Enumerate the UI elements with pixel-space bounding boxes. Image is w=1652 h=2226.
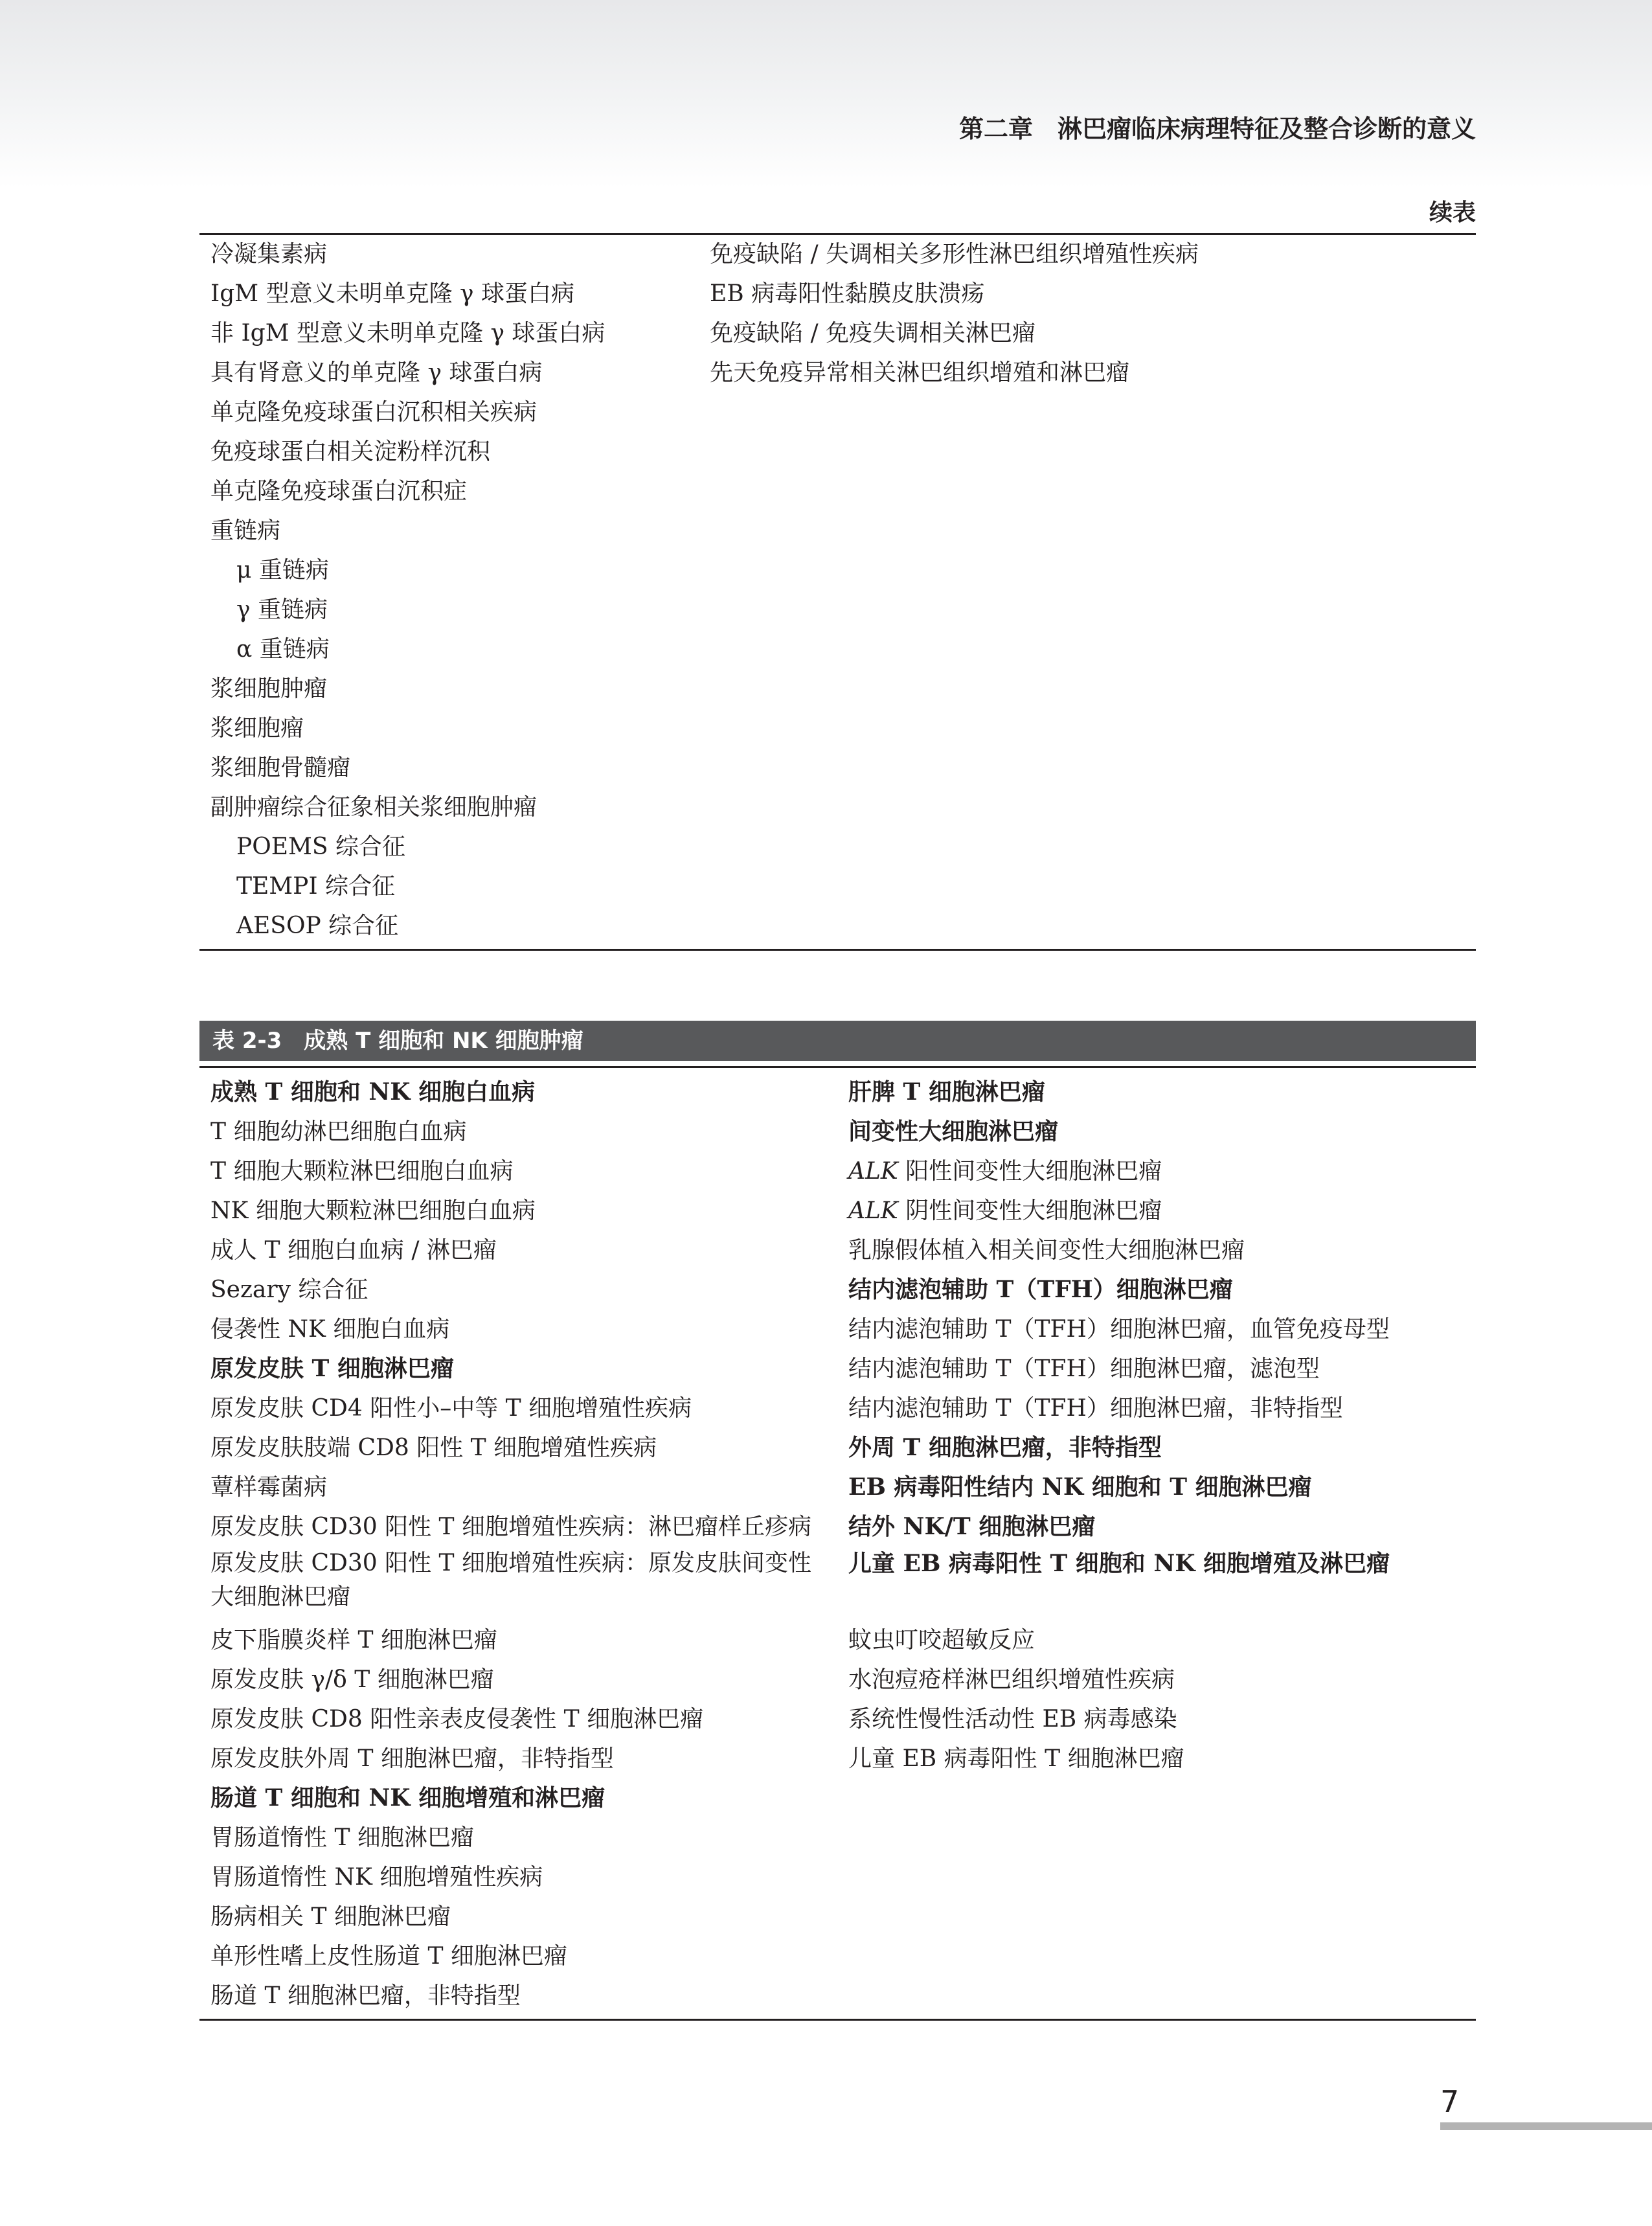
table-row: 儿童 EB 病毒阳性 T 细胞淋巴瘤: [848, 1745, 1184, 1772]
continued-table-row: 重链病: [210, 517, 281, 544]
table-row: 皮下脂膜炎样 T 细胞淋巴瘤: [210, 1627, 497, 1653]
table-row: 原发皮肤 T 细胞淋巴瘤: [210, 1355, 454, 1382]
table-row: 肠病相关 T 细胞淋巴瘤: [210, 1903, 451, 1930]
table-row: 结外 NK/T 细胞淋巴瘤: [848, 1513, 1096, 1540]
table-row: 水泡痘疮样淋巴组织增殖性疾病: [848, 1666, 1175, 1693]
continued-table-row: γ 重链病: [236, 596, 328, 623]
table-row: NK 细胞大颗粒淋巴细胞白血病: [210, 1198, 536, 1224]
table-row: 成人 T 细胞白血病 / 淋巴瘤: [210, 1237, 497, 1264]
table-row: 肠道 T 细胞淋巴瘤，非特指型: [210, 1982, 521, 2009]
table-row: 原发皮肤 CD30 阳性 T 细胞增殖性疾病：淋巴瘤样丘疹病: [210, 1514, 812, 1540]
table-caption: [199, 1021, 1476, 1061]
table-row: 原发皮肤 CD8 阳性亲表皮侵袭性 T 细胞淋巴瘤: [210, 1706, 704, 1732]
running-head: 第二章 淋巴瘤临床病理特征及整合诊断的意义: [958, 115, 1476, 143]
continued-table-row: 单克隆免疫球蛋白沉积相关疾病: [210, 399, 537, 426]
table-row: 外周 T 细胞淋巴瘤，非特指型: [848, 1434, 1162, 1461]
table-row: 肝脾 T 细胞淋巴瘤: [848, 1078, 1045, 1106]
table-row: 蚊虫叮咬超敏反应: [848, 1627, 1035, 1653]
continued-table-row: 免疫缺陷 / 免疫失调相关淋巴瘤: [710, 320, 1036, 346]
table-row: 儿童 EB 病毒阳性 T 细胞和 NK 细胞增殖及淋巴瘤: [848, 1550, 1390, 1577]
table-row: 系统性慢性活动性 EB 病毒感染: [848, 1706, 1177, 1732]
continued-table-row: IgM 型意义未明单克隆 γ 球蛋白病: [210, 280, 574, 307]
table-row: EB 病毒阳性结内 NK 细胞和 T 细胞淋巴瘤: [848, 1473, 1312, 1501]
table-row: 原发皮肤 CD4 阳性小–中等 T 细胞增殖性疾病: [210, 1395, 692, 1422]
gene-name: ALK: [848, 1198, 898, 1224]
continued-table-row: 浆细胞肿瘤: [210, 676, 328, 702]
header-band: [0, 0, 1652, 188]
table-row: 结内滤泡辅助 T（TFH）细胞淋巴瘤，非特指型: [848, 1395, 1343, 1422]
table-row: 间变性大细胞淋巴瘤: [848, 1118, 1059, 1145]
table-row: 结内滤泡辅助 T（TFH）细胞淋巴瘤: [848, 1276, 1233, 1303]
page-number-bar: [1440, 2122, 1652, 2130]
continued-table-row: 具有肾意义的单克隆 γ 球蛋白病: [210, 359, 543, 386]
table-row: T 细胞幼淋巴细胞白血病: [210, 1119, 467, 1145]
table-top-rule: [199, 1066, 1476, 1068]
table-row: T 细胞大颗粒淋巴细胞白血病: [210, 1158, 514, 1185]
continued-table-row: 浆细胞骨髓瘤: [210, 755, 351, 781]
table-row: 结内滤泡辅助 T（TFH）细胞淋巴瘤，滤泡型: [848, 1356, 1320, 1382]
table-row: 原发皮肤 CD30 阳性 T 细胞增殖性疾病：原发皮肤间变性大细胞淋巴瘤: [210, 1550, 812, 1610]
continued-table-row: 冷凝集素病: [210, 241, 328, 267]
gene-name: ALK: [848, 1158, 898, 1185]
table-row: [848, 1191, 1470, 1231]
continued-table-row: POEMS 综合征: [236, 834, 405, 860]
table-row: 单形性嗜上皮性肠道 T 细胞淋巴瘤: [210, 1943, 567, 1970]
table-bottom-rule: [199, 2019, 1476, 2021]
table-row: 原发皮肤 γ/δ T 细胞淋巴瘤: [210, 1666, 494, 1693]
continued-table-row: 浆细胞瘤: [210, 715, 304, 742]
table-right-column: [848, 1073, 1470, 1778]
continued-table-row: AESOP 综合征: [236, 913, 399, 939]
table-row: 成熟 T 细胞和 NK 细胞白血病: [210, 1078, 536, 1106]
continued-table-row: α 重链病: [236, 636, 330, 663]
continued-table-row: EB 病毒阳性黏膜皮肤溃疡: [710, 280, 985, 307]
continued-table-bottom-rule: [199, 949, 1476, 951]
continued-table-row: TEMPI 综合征: [236, 873, 396, 900]
page-number: 7: [1440, 2084, 1460, 2119]
continued-table-left-column: [210, 234, 703, 946]
table-row: 侵袭性 NK 细胞白血病: [210, 1316, 450, 1343]
continued-table-row: 单克隆免疫球蛋白沉积症: [210, 478, 468, 505]
continued-table-row: 免疫缺陷 / 失调相关多形性淋巴组织增殖性疾病: [710, 241, 1199, 267]
continued-table-row: 免疫球蛋白相关淀粉样沉积: [210, 438, 491, 465]
table-row: 蕈样霉菌病: [210, 1474, 328, 1501]
continued-table-right-column: [710, 234, 1435, 392]
continued-table-row: 先天免疫异常相关淋巴组织增殖和淋巴瘤: [710, 359, 1130, 386]
table-row: 胃肠道惰性 T 细胞淋巴瘤: [210, 1824, 474, 1851]
continued-label: 续表: [1429, 199, 1476, 226]
table-row: [848, 1152, 1470, 1191]
continued-table-row: 非 IgM 型意义未明单克隆 γ 球蛋白病: [210, 320, 605, 346]
table-row: Sezary 综合征: [210, 1277, 368, 1303]
table-left-column: [210, 1073, 829, 2016]
table-row: 肠道 T 细胞和 NK 细胞增殖和淋巴瘤: [210, 1784, 605, 1811]
table-row: 胃肠道惰性 NK 细胞增殖性疾病: [210, 1864, 543, 1891]
continued-table-row: μ 重链病: [236, 557, 329, 584]
continued-table-row: 副肿瘤综合征象相关浆细胞肿瘤: [210, 794, 537, 821]
table-row: 原发皮肤外周 T 细胞淋巴瘤，非特指型: [210, 1745, 614, 1772]
row-text: 阳性间变性大细胞淋巴瘤: [898, 1158, 1162, 1185]
table-row: 原发皮肤肢端 CD8 阳性 T 细胞增殖性疾病: [210, 1435, 657, 1461]
table-caption-text: 表 2-3 成熟 T 细胞和 NK 细胞肿瘤: [212, 1028, 583, 1054]
table-row: 结内滤泡辅助 T（TFH）细胞淋巴瘤，血管免疫母型: [848, 1316, 1390, 1343]
table-row: 乳腺假体植入相关间变性大细胞淋巴瘤: [848, 1237, 1245, 1264]
row-text: 阴性间变性大细胞淋巴瘤: [898, 1198, 1162, 1224]
